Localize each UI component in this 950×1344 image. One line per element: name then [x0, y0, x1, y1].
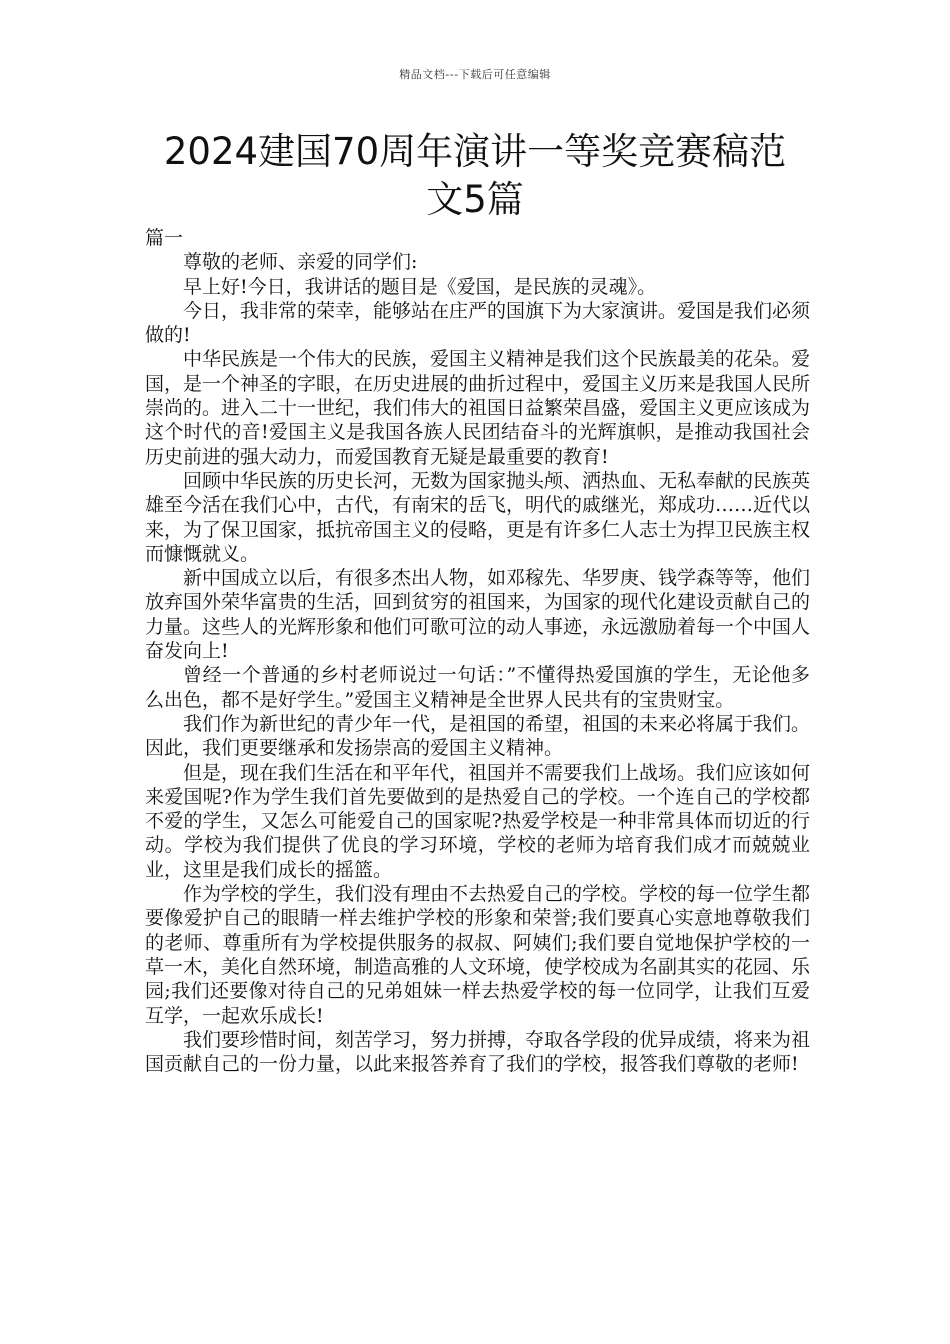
paragraph: 作为学校的学生，我们没有理由不去热爱自己的学校。学校的每一位学生都要像爱护自己的眼睛一样去维护学校的形象和荣誉;我们要真心实意地尊敬我们的老师、尊重所有为学校提供服务的叔叔、阿姨们;我们要自觉地保护学校的一草一木，美化自然环境，制造高雅的人文环境，使学校成为名副其实的花园、乐园;我们还要像对待自己的兄弟姐妹一样去热爱学校的每一位同学，让我们互爱互学，一起欢乐成长!: [145, 883, 811, 1027]
document-body: [145, 226, 810, 1076]
document-title: [145, 128, 805, 224]
header-note: 精品文档---下载后可任意编辑: [399, 68, 551, 81]
title-line-1: 2024建国70周年演讲一等奖竞赛稿范: [163, 130, 787, 173]
paragraph-greeting: 尊敬的老师、亲爱的同学们:: [183, 251, 418, 274]
paragraph: 中华民族是一个伟大的民族，爱国主义精神是我们这个民族最美的花朵。爱国，是一个神圣的字眼，在历史进展的曲折过程中，爱国主义历来是我国人民所崇尚的。进入二十一世纪，我们伟大的祖国日益繁荣昌盛，爱国主义更应该成为这个时代的音!爱国主义是我国各族人民团结奋斗的光辉旗帜，是推动我国社会历史前进的强大动力，而爱国教育无疑是最重要的教育!: [145, 348, 811, 468]
paragraph: 曾经一个普通的乡村老师说过一句话：”不懂得热爱国旗的学生，无论他多么出色，都不是好学生。”爱国主义精神是全世界人民共有的宝贵财宝。: [145, 664, 810, 711]
paragraph: 我们作为新世纪的青少年一代，是祖国的希望，祖国的未来必将属于我们。因此，我们更要继承和发扬崇高的爱国主义精神。: [145, 712, 811, 760]
paragraph: 今日，我非常的荣幸，能够站在庄严的国旗下为大家演讲。爱国是我们必须做的!: [145, 299, 811, 347]
title-line-2: 文5篇: [426, 178, 524, 221]
paragraph: 但是，现在我们生活在和平年代，祖国并不需要我们上战场。我们应该如何来爱国呢?作为学生我们首先要做到的是热爱自己的学校。一个连自己的学校都不爱的学生，又怎么可能爱自己的国家呢?热爱学校是一种非常具体而切近的行动。学校为我们提供了优良的学习环境，学校的老师为培育我们成才而兢兢业业，这里是我们成长的摇篮。: [145, 761, 811, 881]
paragraph: 回顾中华民族的历史长河，无数为国家抛头颅、洒热血、无私奉献的民族英雄至今活在我们心中，古代，有南宋的岳飞，明代的戚继光，郑成功……近代以来，为了保卫国家，抵抗帝国主义的侵略，更是有许多仁人志士为捍卫民族主权而慷慨就义。: [145, 469, 811, 565]
paragraph: 新中国成立以后，有很多杰出人物，如邓稼先、华罗庚、钱学森等等，他们放弃国外荣华富贵的生活，回到贫穷的祖国来，为国家的现代化建设贡献自己的力量。这些人的光辉形象和他们可歌可泣的动人事迹，永远激励着每一个中国人奋发向上!: [145, 567, 811, 663]
section-label: 篇一: [145, 227, 184, 249]
paragraph-topic: 早上好!今日，我讲话的题目是《爱国，是民族的灵魂》。: [183, 275, 657, 298]
paragraph: 我们要珍惜时间，刻苦学习，努力拼搏，夺取各学段的优异成绩，将来为祖国贡献自己的一份力量，以此来报答养育了我们的学校，报答我们尊敬的老师!: [145, 1028, 811, 1076]
